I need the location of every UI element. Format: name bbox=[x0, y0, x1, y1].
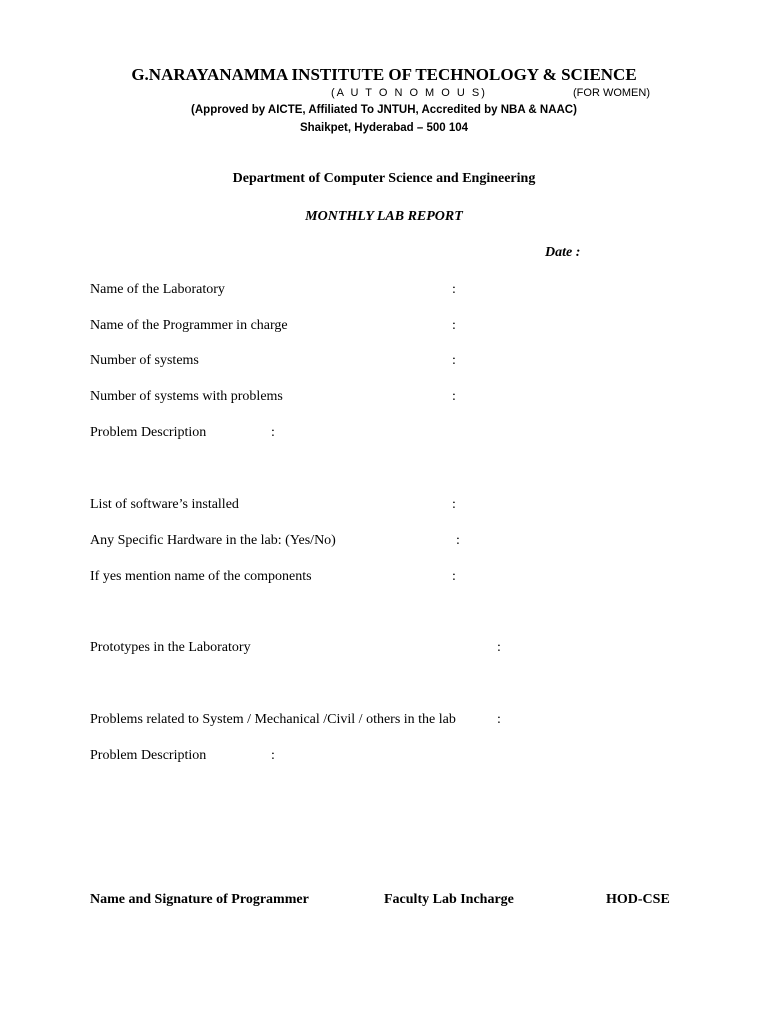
field-colon: : bbox=[452, 353, 456, 368]
field-label-laboratory-name: Name of the Laboratory bbox=[90, 282, 225, 297]
autonomous-label: (A U T O N O M O U S) bbox=[331, 87, 487, 99]
field-label-number-of-systems: Number of systems bbox=[90, 353, 199, 368]
field-colon: : bbox=[452, 282, 456, 297]
field-colon: : bbox=[452, 569, 456, 584]
programmer-signature-label: Name and Signature of Programmer bbox=[90, 892, 309, 907]
field-colon: : bbox=[452, 318, 456, 333]
field-label-problem-description-2: Problem Description bbox=[90, 748, 207, 763]
field-label-systems-with-problems: Number of systems with problems bbox=[90, 389, 283, 404]
hod-label: HOD-CSE bbox=[606, 892, 670, 907]
approval-line: (Approved by AICTE, Affiliated To JNTUH, Accredited by NBA & NAAC) bbox=[191, 104, 577, 116]
field-colon: : bbox=[456, 533, 460, 548]
field-label-prototypes: Prototypes in the Laboratory bbox=[90, 640, 251, 655]
for-women-label: (FOR WOMEN) bbox=[573, 87, 650, 99]
field-colon: : bbox=[497, 640, 501, 655]
field-colon: : bbox=[271, 748, 275, 763]
field-colon: : bbox=[452, 497, 456, 512]
date-label: Date : bbox=[545, 245, 581, 260]
faculty-incharge-label: Faculty Lab Incharge bbox=[384, 892, 514, 907]
address-line: Shaikpet, Hyderabad – 500 104 bbox=[299, 122, 469, 134]
field-label-component-names: If yes mention name of the components bbox=[90, 569, 312, 584]
field-colon: : bbox=[271, 425, 275, 440]
field-label-problems-related: Problems related to System / Mechanical /Civil / others in the lab bbox=[90, 712, 456, 727]
field-colon: : bbox=[452, 389, 456, 404]
report-title: MONTHLY LAB REPORT bbox=[305, 209, 463, 224]
field-label-problem-description: Problem Description bbox=[90, 425, 207, 440]
field-label-software-installed: List of software’s installed bbox=[90, 497, 239, 512]
field-colon: : bbox=[497, 712, 501, 727]
field-label-programmer: Name of the Programmer in charge bbox=[90, 318, 288, 333]
field-label-specific-hardware: Any Specific Hardware in the lab: (Yes/No) bbox=[90, 533, 336, 548]
institute-title: G.NARAYANAMMA INSTITUTE OF TECHNOLOGY & SCIENCE bbox=[131, 65, 637, 84]
department-heading: Department of Computer Science and Engineering bbox=[232, 171, 536, 186]
